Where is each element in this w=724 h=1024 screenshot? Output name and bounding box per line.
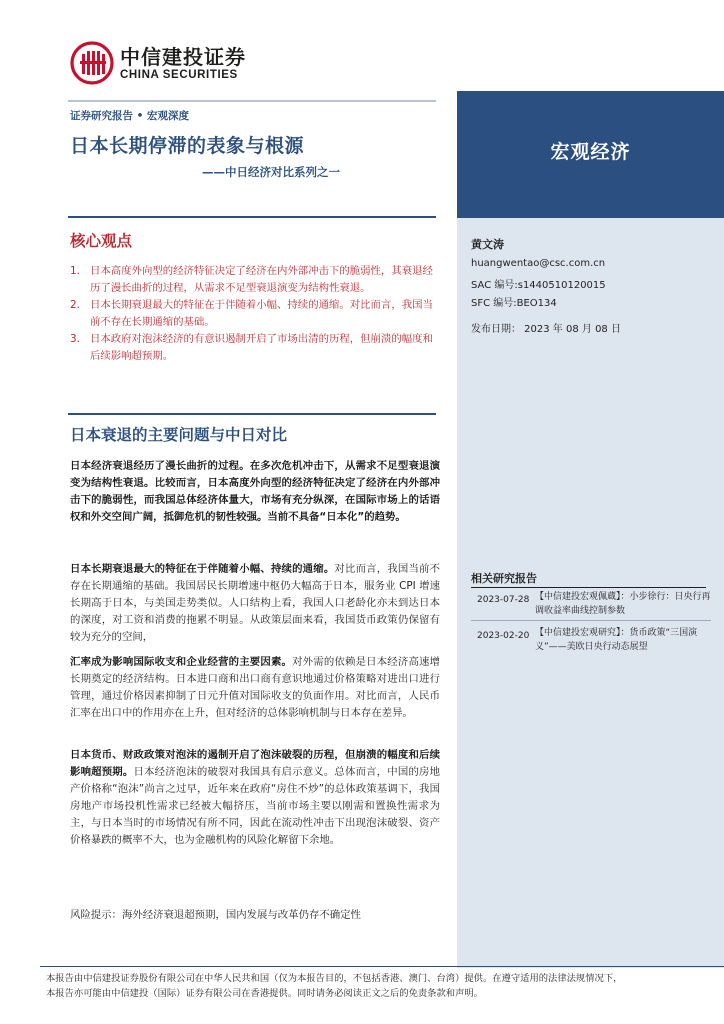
section-divider xyxy=(68,413,436,415)
report-category: 宏观经济 xyxy=(550,141,631,163)
comparison-heading: 日本衰退的主要问题与中日对比 xyxy=(70,426,288,444)
related-report-item[interactable] xyxy=(471,627,711,661)
author-name: 黄文涛 xyxy=(471,238,504,251)
core-views-list xyxy=(70,263,440,365)
list-item: 3. 日本政府对泡沫经济的有意识遏制开启了市场出清的历程，但崩溃的幅度和后续影响超预期。 xyxy=(70,333,433,362)
risk-warning: 风险提示：海外经济衰退超预期，国内发展与改革仍存不确定性 xyxy=(70,909,361,921)
paragraph-2: 日本长期衰退最大的特征在于伴随着小幅、持续的通缩。对比而言，我国当前不存在长期通缩的基础。我国居民长期增速中枢仍大幅高于日本，服务业 CPI 增速长期高于日本，与美国走势类似。人口结构上看，我国人口老龄化亦未到达日本的深度，对工资和消费的拖累不明显。从政策层面来看，我国货币政策仍保留有较为充分的空间， xyxy=(70,563,441,643)
report-type: 证券研究报告 • 宏观深度 xyxy=(70,110,190,122)
brand-name-en: CHINA SECURITIES xyxy=(120,68,238,81)
footer-disclaimer: 本报告由中信建投证券股份有限公司在中华人民共和国（仅为本报告目的，不包括香港、澳门、台湾）提供。在遵守适用的法律法规情况下， 本报告亦可能由中信建投（国际）证券有限公司在香港提供。同时请务必阅读正文之后的免责条款和声明。 xyxy=(46,973,623,999)
core-views-heading: 核心观点 xyxy=(70,232,133,250)
footer-divider xyxy=(40,966,724,967)
related-report-date: 2023-07-28 xyxy=(477,595,530,605)
related-report-title[interactable]: 【中信建投宏观研究】：货币政策“三国演义”——美欧日央行动态展望 xyxy=(535,628,698,652)
report-subtitle: ——中日经济对比系列之一 xyxy=(202,165,340,179)
list-item: 1. 日本高度外向型的经济特征决定了经济在内外部冲击下的脆弱性，其衰退经历了漫长曲折的过程，从需求不足型衰退演变为结构性衰退。 xyxy=(70,265,433,294)
sidebar-panel xyxy=(457,91,724,968)
brand-name-cn: 中信建投证券 xyxy=(120,44,246,69)
header-divider xyxy=(68,100,436,102)
sidebar-header xyxy=(457,91,724,218)
company-logo xyxy=(70,40,280,86)
paragraph-3: 汇率成为影响国际收支和企业经营的主要因素。对外需的依赖是日本经济高速增长期奠定的经济结构。日本进口商和出口商有意识地通过价格策略对进出口进行管理，通过价格因素抑制了日元升值对国际收支的负面作用。对比而言，人民币汇率在出口中的作用亦在上升，但对经济的总体影响机制与日本存在差异。 xyxy=(70,656,440,719)
list-item: 2. 日本长期衰退最大的特征在于伴随着小幅、持续的通缩。对比而言，我国当前不存在长期通缩的基础。 xyxy=(70,299,433,328)
title-divider xyxy=(68,216,436,218)
paragraph-4: 日本货币、财政政策对泡沫的遏制开启了泡沫破裂的历程，但崩溃的幅度和后续影响超预期。日本经济泡沫的破裂对我国具有启示意义。总体而言，中国的房地产价格称“泡沫”尚言之过早，近年来在政府“房住不炒”的总体政策基调下，我国房地产市场投机性需求已经被大幅挤压，当前市场主要以刚需和置换性需求为主，与日本当时的市场情况有所不同，因此在流动性冲击下出现泡沫破裂、资产价格暴跌的概率不大，也为金融机构的风险化解留下余地。 xyxy=(70,749,441,846)
report-title: 日本长期停滞的表象与根源 xyxy=(70,135,305,157)
sac-number: SAC 编号:s1440510120015 xyxy=(471,280,606,291)
author-email[interactable]: huangwentao@csc.com.cn xyxy=(471,258,606,269)
related-reports-heading: 相关研究报告 xyxy=(471,572,537,585)
publish-date: 发布日期： 2023 年 08 月 08 日 xyxy=(471,324,621,335)
related-divider xyxy=(471,587,706,588)
paragraph-1: 日本经济衰退经历了漫长曲折的过程。在多次危机冲击下，从需求不足型衰退演变为结构性衰退。比较而言，日本高度外向型的经济特征决定了经济在内外部冲击下的脆弱性，而我国总体经济体量大，市场有充分纵深，在国际市场上的话语权和外交空间广阔，抵御危机的韧性较强。当前不具备“日本化”的趋势。 xyxy=(70,460,440,523)
related-separator xyxy=(471,620,711,621)
china-securities-logo-icon xyxy=(70,41,114,85)
sfc-number: SFC 编号:BEO134 xyxy=(471,298,557,309)
related-report-title[interactable]: 【中信建投宏观佩蔵】：小步徐行：日央行再调收益率曲线控制参数 xyxy=(535,592,711,616)
related-report-date: 2023-02-20 xyxy=(477,631,530,641)
